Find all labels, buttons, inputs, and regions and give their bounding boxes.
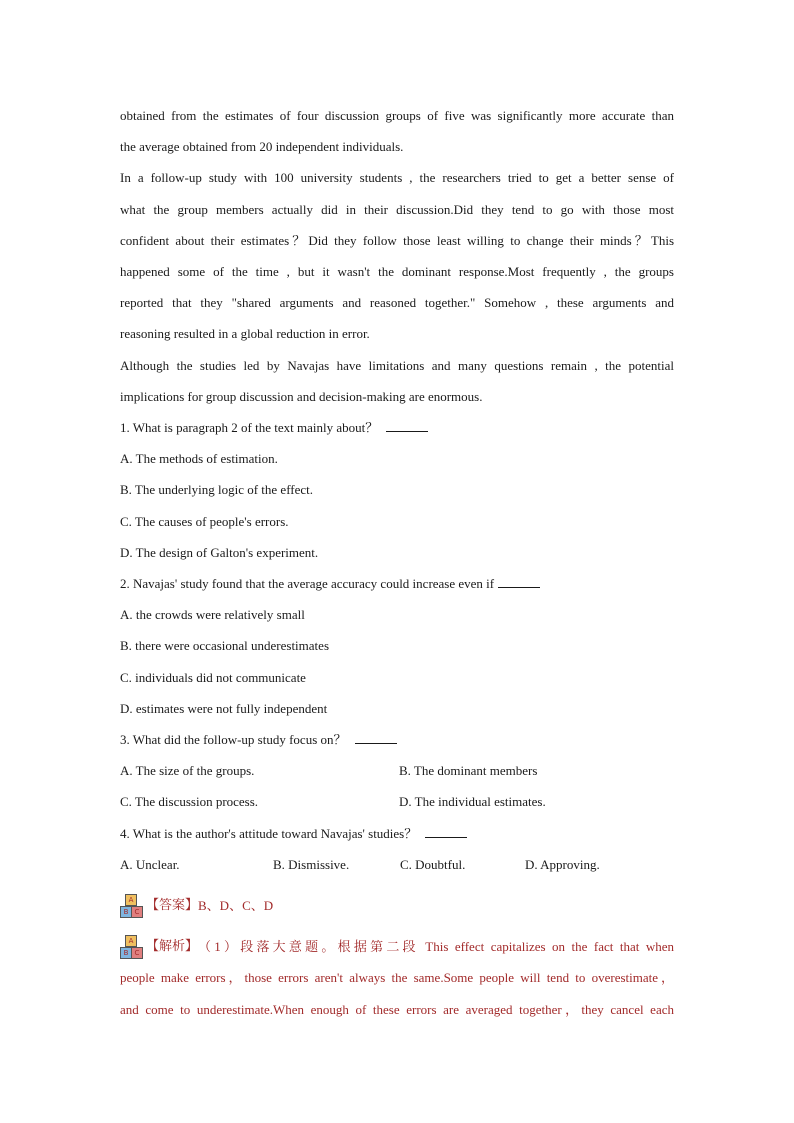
option: C. The causes of people's errors. xyxy=(120,513,289,529)
analysis-first-line xyxy=(120,931,674,962)
option: B. Dismissive. xyxy=(273,856,350,872)
answer-label: 【答案】 xyxy=(146,898,199,914)
passage-line: confident about their estimates？Did they follow those least willing to change their minds？This xyxy=(120,232,674,248)
option: D. The individual estimates. xyxy=(399,794,546,810)
passage-line: what the group members actually did in their discussion.Did they tend to go with those most xyxy=(120,201,674,217)
analysis-line: people make errors，those errors aren't always the same.Some people will tend to overestimate， xyxy=(120,970,674,986)
option: A. Unclear. xyxy=(120,856,180,872)
answer-line xyxy=(120,890,674,921)
question-stem: 3. What did the follow-up study focus on？ xyxy=(120,732,347,748)
passage-paragraph-2 xyxy=(120,162,674,349)
question-3 xyxy=(120,724,674,755)
block-a: A xyxy=(125,935,137,947)
question-stem: 2. Navajas' study found that the average accuracy could increase even if xyxy=(120,576,495,592)
passage-line: implications for group discussion and decision-making are enormous. xyxy=(120,388,483,404)
question-2 xyxy=(120,568,674,599)
option: C. The discussion process. xyxy=(120,794,259,810)
question-4 xyxy=(120,818,674,849)
passage-line: obtained from the estimates of four discussion groups of five was significantly more accurate than xyxy=(120,108,674,123)
option: B. The dominant members xyxy=(399,763,538,779)
answer-section xyxy=(120,890,674,921)
passage-line: In a follow-up study with 100 university students , the researchers tried to get a better sense of xyxy=(120,170,674,186)
option-row xyxy=(120,755,674,786)
option: A. The size of the groups. xyxy=(120,763,255,779)
option: C. Doubtful. xyxy=(400,856,466,872)
passage-line: reported that they "shared arguments and reasoned together." Somehow , these arguments and xyxy=(120,295,674,311)
question-1 xyxy=(120,412,674,443)
passage-line: the average obtained from 20 independent individuals. xyxy=(120,139,404,155)
passage-paragraph-3 xyxy=(120,350,674,412)
answer-blank xyxy=(386,419,428,432)
abc-blocks-icon xyxy=(120,894,142,918)
block-c: C xyxy=(131,906,143,918)
answer-blank xyxy=(425,825,467,838)
analysis-label: 【解析】 xyxy=(146,939,199,955)
analysis-section xyxy=(120,931,674,1025)
passage-paragraph-1 xyxy=(120,100,674,162)
block-a: A xyxy=(125,894,137,906)
block-b: B xyxy=(120,947,132,959)
option: B. The underlying logic of the effect. xyxy=(120,482,314,498)
abc-blocks-icon xyxy=(120,935,142,959)
option: D. The design of Galton's experiment. xyxy=(120,544,319,560)
option: D. Approving. xyxy=(525,856,600,872)
option: A. the crowds were relatively small xyxy=(120,607,305,623)
option-row xyxy=(120,849,674,880)
passage-line: Although the studies led by Navajas have limitations and many questions remain , the potential xyxy=(120,357,674,373)
option: B. there were occasional underestimates xyxy=(120,638,329,654)
answer-blank xyxy=(498,575,540,588)
option: A. The methods of estimation. xyxy=(120,451,278,467)
question-stem: 4. What is the author's attitude toward Navajas' studies？ xyxy=(120,825,418,841)
analysis-line: and come to underestimate.When enough of these errors are averaged together，they cancel each xyxy=(120,1001,674,1017)
block-c: C xyxy=(131,947,143,959)
question-stem: 1. What is paragraph 2 of the text mainly about？ xyxy=(120,420,379,436)
block-b: B xyxy=(120,906,132,918)
answer-value: B、D、C、D xyxy=(198,898,274,914)
option-row xyxy=(120,786,674,817)
analysis-line: （1）段落大意题。根据第二段 This effect capitalizes on the fact that when xyxy=(198,939,674,955)
passage-line: reasoning resulted in a global reduction in error. xyxy=(120,326,370,342)
option: C. individuals did not communicate xyxy=(120,669,306,685)
option: D. estimates were not fully independent xyxy=(120,700,328,716)
document-content xyxy=(120,100,674,1025)
answer-blank xyxy=(355,731,397,744)
passage-line: happened some of the time , but it wasn't the dominant response.Most frequently , the groups xyxy=(120,264,674,280)
